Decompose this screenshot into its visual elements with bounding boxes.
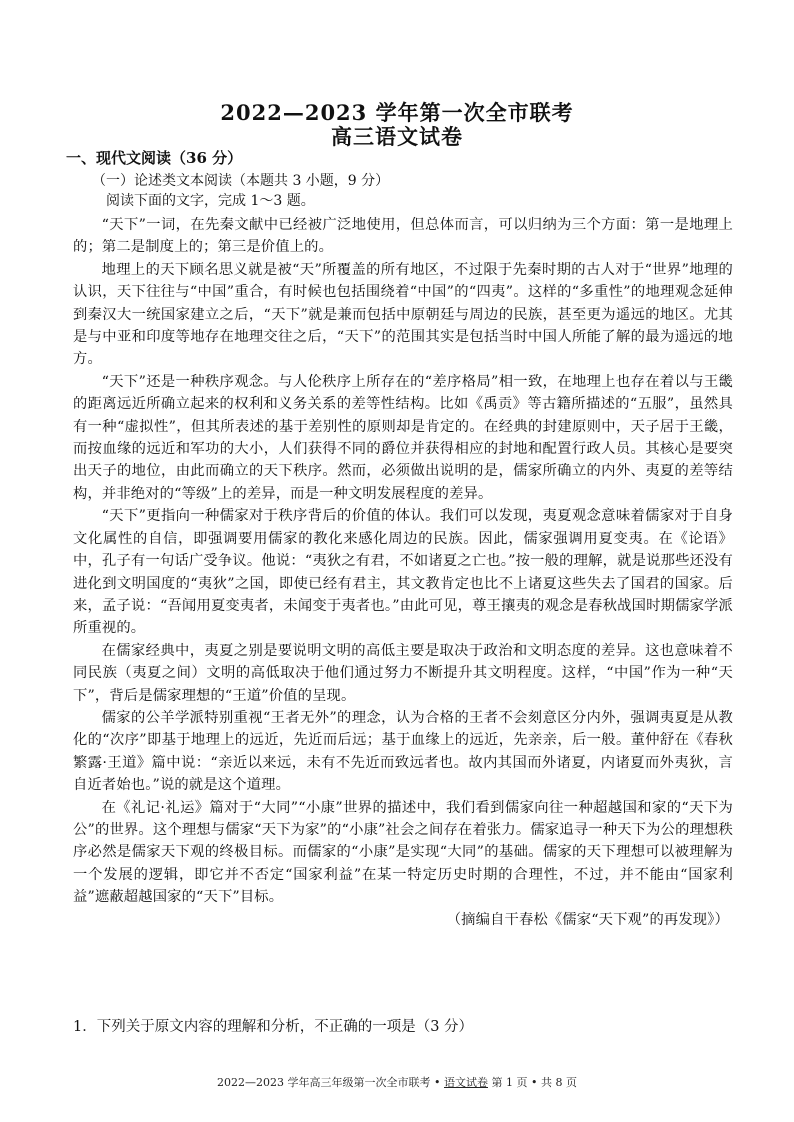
passage-paragraph: “天下”一词，在先秦文献中已经被广泛地使用，但总体而言，可以归纳为三个方面：第一是地理上的；第二是制度上的；第三是价值上的。: [73, 217, 733, 256]
passage-paragraph: 地理上的天下顾名思义就是被“天”所覆盖的所有地区，不过限于先秦时期的古人对于“世界”地理的认识，天下往往与“中国”重合，有时候也包括围绕着“中国”的“四夷”。这样的“多重性”的地理观念延伸到秦汉大一统国家建立之后，“天下”就是兼而包括中原朝廷与周边的民族，甚至更为遥远的地区。尤其是与中亚和印度等地存在地理交往之后，“天下”的范围其实是包括当时中国人所能了解的最为遥远的地方。: [73, 261, 733, 368]
subsection-heading: [92, 171, 389, 211]
passage-paragraph: “天下”还是一种秩序观念。与人伦秩序上所存在的“差序格局”相一致，在地理上也存在着以与王畿的距离远近所确立起来的权利和义务关系的差等性结构。比如《禹贡》等古籍所描述的“五服”，虽然具有一种“虚拟性”，但其所表述的基于差别性的原则却是肯定的。在经典的封建原则中，天子居于王畿，而按血缘的远近和军功的大小，人们获得不同的爵位并获得相应的封地和配置行政人员。其核心是要突出天子的地位，由此而确立的天下秩序。然而，必须做出说明的是，儒家所确立的内外、夷夏的差等结构，并非绝对的“等级”上的差异，而是一种文明发展程度的差异。: [73, 373, 733, 502]
question-1: 1．下列关于原文内容的理解和分析，不正确的一项是（3 分）: [73, 1019, 474, 1035]
passage-source: （摘编自干春松《儒家“天下观”的再发现》）: [446, 911, 729, 928]
footer-exam-name: 2022—2023 学年高三年级第一次全市联考 •: [217, 1076, 441, 1089]
reading-passage: [73, 214, 733, 931]
page-footer: [0, 1076, 794, 1090]
footer-page-number: 第 1 页 • 共 8 页: [491, 1076, 577, 1089]
exam-title: 2022—2023 学年第一次全市联考: [220, 100, 574, 125]
section-heading: 一、现代文阅读（36 分）: [66, 149, 243, 167]
exam-subtitle: 高三语文试卷: [331, 124, 463, 149]
subsection-title: （一）论述类文本阅读（本题共 3 小题，9 分）: [92, 173, 390, 189]
passage-paragraph: 儒家的公羊学派特别重视“王者无外”的理念，认为合格的王者不会刻意区分内外，强调夷夏是从教化的“次序”即基于地理上的远近，先近而后远；基于血缘上的远近，先亲亲，后一般。董仲舒在《春秋繁露·王道》篇中说：“亲近以来远，未有不先近而致远者也。故内其国而外诸夏，内诸夏而外夷狄，言自近者始也。”说的就是这个道理。: [73, 709, 733, 794]
passage-paragraph: 在儒家经典中，夷夏之别是要说明文明的高低主要是取决于政治和文明态度的差异。这也意味着不同民族（夷夏之间）文明的高低取决于他们通过努力不断提升其文明程度。这样，“中国”作为一种“天下”，背后是儒家理想的“王道”价值的呈现。: [73, 642, 733, 704]
reading-instruction: 阅读下面的文字，完成 1～3 题。: [106, 193, 315, 209]
footer-subject: 语文试卷: [444, 1076, 488, 1089]
passage-paragraph: “天下”更指向一种儒家对于秩序背后的价值的体认。我们可以发现，夷夏观念意味着儒家对于自身文化属性的自信，即强调要用儒家的教化来感化周边的民族。因此，儒家强调用夏变夷。在《论语》中，孔子有一句话广受争议。他说：“夷狄之有君，不如诸夏之亡也。”按一般的理解，就是说那些还没有进化到文明国度的“夷狄”之国，即使已经有君主，其文教肯定也比不上诸夏这些失去了国君的国家。后来，孟子说：“吾闻用夏变夷者，未闻变于夷者也。”由此可见，尊王攘夷的观念是春秋战国时期儒家学派所重视的。: [73, 508, 733, 637]
passage-paragraph: 在《礼记·礼运》篇对于“大同”“小康”世界的描述中，我们看到儒家向往一种超越国和家的“天下为公”的世界。这个理想与儒家“天下为家”的“小康”社会之间存在着张力。儒家追寻一种天下为公的理想秩序必然是儒家天下观的终极目标。而儒家的“小康”是实现“大同”的基础。儒家的天下理想可以被理解为一个发展的逻辑，即它并不否定“国家利益”在某一特定历史时期的合理性，不过，并不能由“国家利益”遮蔽超越国家的“天下”目标。: [73, 799, 733, 906]
